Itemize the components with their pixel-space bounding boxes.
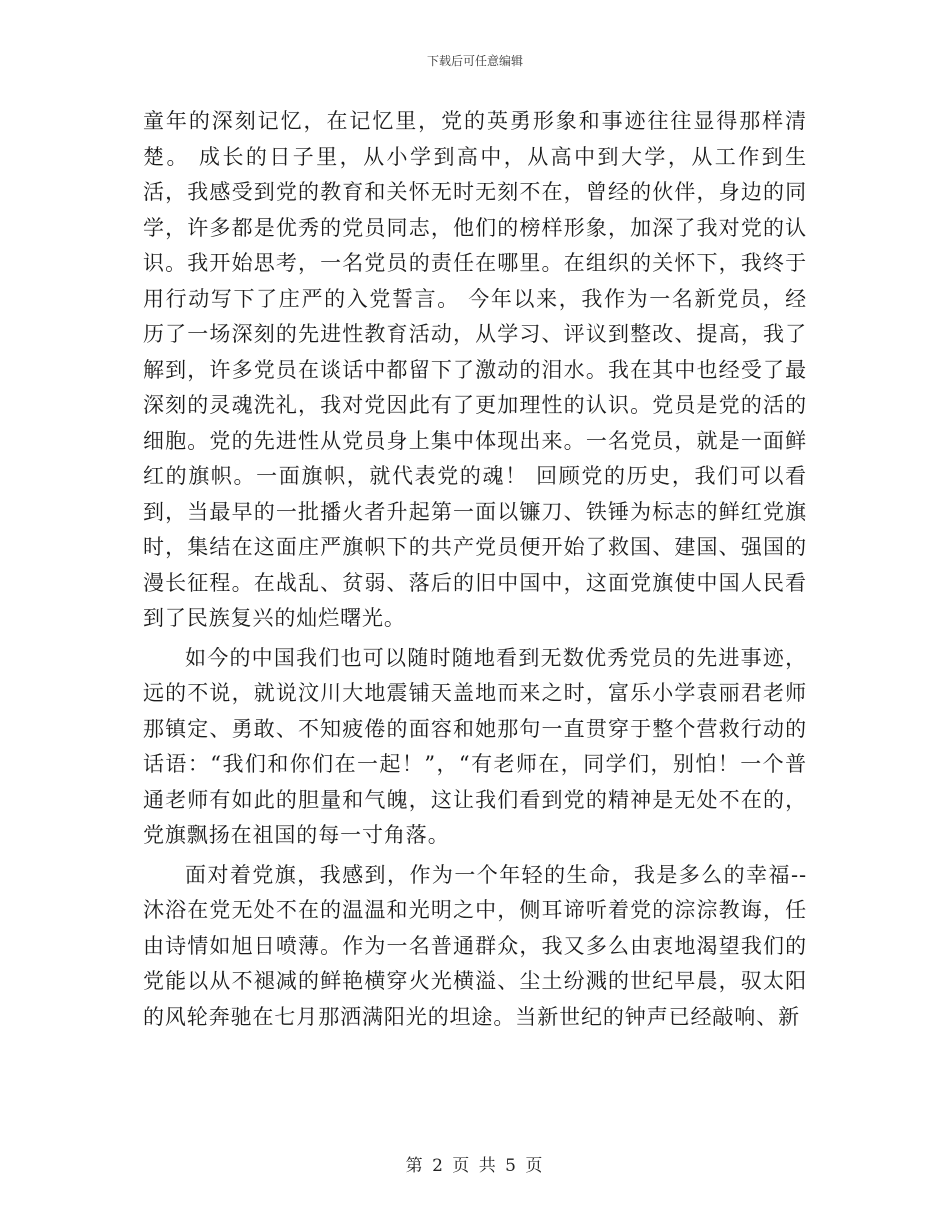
paragraph-3: 面对着党旗，我感到，作为一个年轻的生命，我是多么的幸福--沐浴在党无处不在的温温和光明之中，侧耳谛听着党的淙淙教诲，任由诗情如旭日喷薄。作为一名普通群众，我又多么由衷地渴望我们的党能以从不褪减的鲜艳横穿火光横溢、尘土纷溅的世纪早晨，驭太阳的风轮奔驰在七月那洒满阳光的坦途。当新世纪的钟声已经敲响、新 — [143, 862, 807, 1029]
document-body — [143, 104, 807, 1035]
page-header: 下载后可任意编辑 — [426, 54, 523, 68]
paragraph-1: 童年的深刻记忆，在记忆里，党的英勇形象和事迹往往显得那样清楚。 成长的日子里，从小学到高中，从高中到大学，从工作到生活，我感受到党的教育和关怀无时无刻不在，曾经的伙伴，身边的同学，许多都是优秀的党员同志，他们的榜样形象，加深了我对党的认识。我开始思考，一名党员的责任在哪里。在组织的关怀下，我终于用行动写下了庄严的入党誓言。 今年以来，我作为一名新党员，经历了一场深刻的先进性教育活动，从学习、评议到整改、提高，我了解到，许多党员在谈话中都留下了激动的泪水。我在其中也经受了最深刻的灵魂洗礼，我对党因此有了更加理性的认识。党员是党的活的细胞。党的先进性从党员身上集中体现出来。一名党员，就是一面鲜红的旗帜。一面旗帜，就代表党的魂！ 回顾党的历史，我们可以看到，当最早的一批播火者升起第一面以镰刀、铁锤为标志的鲜红党旗时，集结在这面庄严旗帜下的共产党员便开始了救国、建国、强国的漫长征程。在战乱、贫弱、落后的旧中国中，这面党旗使中国人民看到了民族复兴的灿烂曙光。 — [143, 109, 807, 630]
paragraph-2: 如今的中国我们也可以随时随地看到无数优秀党员的先进事迹，远的不说，就说汶川大地震铺天盖地而来之时，富乐小学袁丽君老师那镇定、勇敢、不知疲倦的面容和她那句一直贯穿于整个营救行动的话语：“我们和你们在一起！”，“有老师在，同学们，别怕！一个普通老师有如此的胆量和气魄，这让我们看到党的精神是无处不在的，党旗飘扬在祖国的每一寸角落。 — [143, 645, 807, 847]
page-number-footer: 第 2 页 共 5 页 — [405, 1156, 545, 1176]
